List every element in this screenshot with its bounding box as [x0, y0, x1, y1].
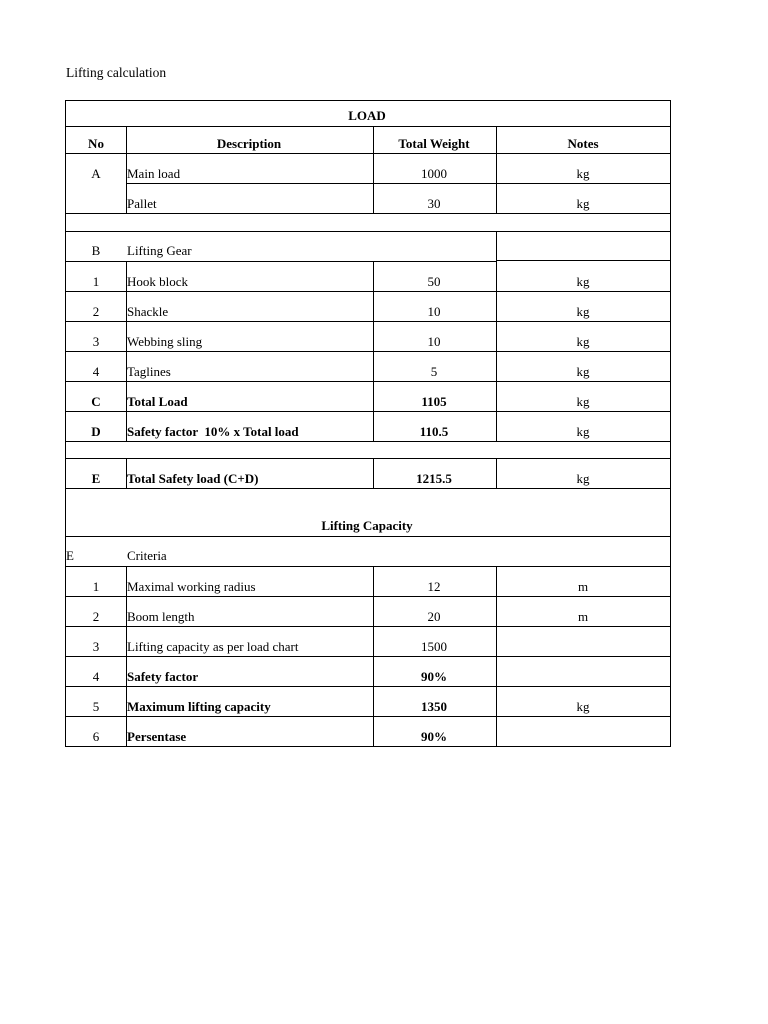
row-description: Maximal working radius	[127, 579, 256, 594]
row-no: 3	[92, 334, 100, 349]
column-header-no: No	[88, 136, 104, 151]
row-weight: 1000	[421, 166, 447, 181]
row-description: Safety factor	[127, 669, 199, 684]
row-unit: kg	[576, 394, 590, 409]
row-weight: 10	[427, 334, 441, 349]
row-no: E	[91, 471, 101, 486]
row-description: Shackle	[127, 304, 169, 319]
row-no: 4	[92, 669, 100, 684]
row-unit: kg	[576, 424, 590, 439]
document-title: Lifting calculation	[66, 65, 167, 80]
row-unit: kg	[576, 471, 590, 486]
row-unit: kg	[576, 196, 590, 211]
lifting-capacity-heading: Lifting Capacity	[321, 518, 413, 533]
row-value: 1500	[421, 639, 447, 654]
row-unit: m	[577, 579, 589, 594]
row-weight: 30	[427, 196, 441, 211]
row-unit: kg	[576, 334, 590, 349]
row-no: C	[91, 394, 101, 409]
column-header-description: Description	[216, 136, 282, 151]
row-no: 3	[92, 639, 100, 654]
row-description: Total Load	[127, 394, 188, 409]
row-description: Lifting capacity as per load chart	[127, 639, 299, 654]
row-no: 2	[92, 304, 100, 319]
row-no: A	[91, 166, 101, 181]
row-no: B	[91, 243, 101, 258]
row-description: Persentase	[127, 729, 187, 744]
row-description: Taglines	[127, 364, 171, 379]
row-description: Lifting Gear	[127, 243, 192, 258]
row-weight: 50	[427, 274, 441, 289]
row-description: Main load	[127, 166, 181, 181]
row-description: Hook block	[127, 274, 189, 289]
row-value: 20	[427, 609, 441, 624]
row-unit: kg	[576, 364, 590, 379]
row-no: 5	[92, 699, 100, 714]
column-header-notes: Notes	[567, 136, 599, 151]
row-no: 2	[92, 609, 100, 624]
row-weight: 5	[430, 364, 438, 379]
row-weight: 10	[427, 304, 441, 319]
row-weight: 1105	[421, 394, 447, 409]
row-unit: kg	[576, 274, 590, 289]
row-no: E	[66, 548, 74, 563]
row-no: D	[91, 424, 101, 439]
row-weight: 110.5	[419, 424, 449, 439]
column-header-total-weight: Total Weight	[398, 136, 470, 151]
row-description: Boom length	[127, 609, 195, 624]
row-description: Pallet	[127, 196, 157, 211]
row-unit: kg	[576, 166, 590, 181]
row-no: 6	[92, 729, 100, 744]
row-value: 1350	[421, 699, 447, 714]
row-description: Total Safety load (C+D)	[127, 471, 259, 486]
row-description: Criteria	[127, 548, 167, 563]
row-no: 1	[92, 274, 100, 289]
row-no: 1	[92, 579, 100, 594]
row-unit: m	[577, 609, 589, 624]
row-unit: kg	[576, 699, 590, 714]
row-value: 12	[427, 579, 441, 594]
row-no: 4	[92, 364, 100, 379]
row-value: 90%	[421, 729, 447, 744]
lifting-calculation-table	[65, 100, 671, 747]
row-unit: kg	[576, 304, 590, 319]
row-description: Safety factor 10% x Total load	[127, 424, 299, 439]
row-description: Maximum lifting capacity	[127, 699, 271, 714]
row-value: 90%	[421, 669, 447, 684]
row-description: Webbing sling	[127, 334, 203, 349]
row-weight: 1215.5	[416, 471, 452, 486]
load-heading: LOAD	[348, 108, 386, 123]
